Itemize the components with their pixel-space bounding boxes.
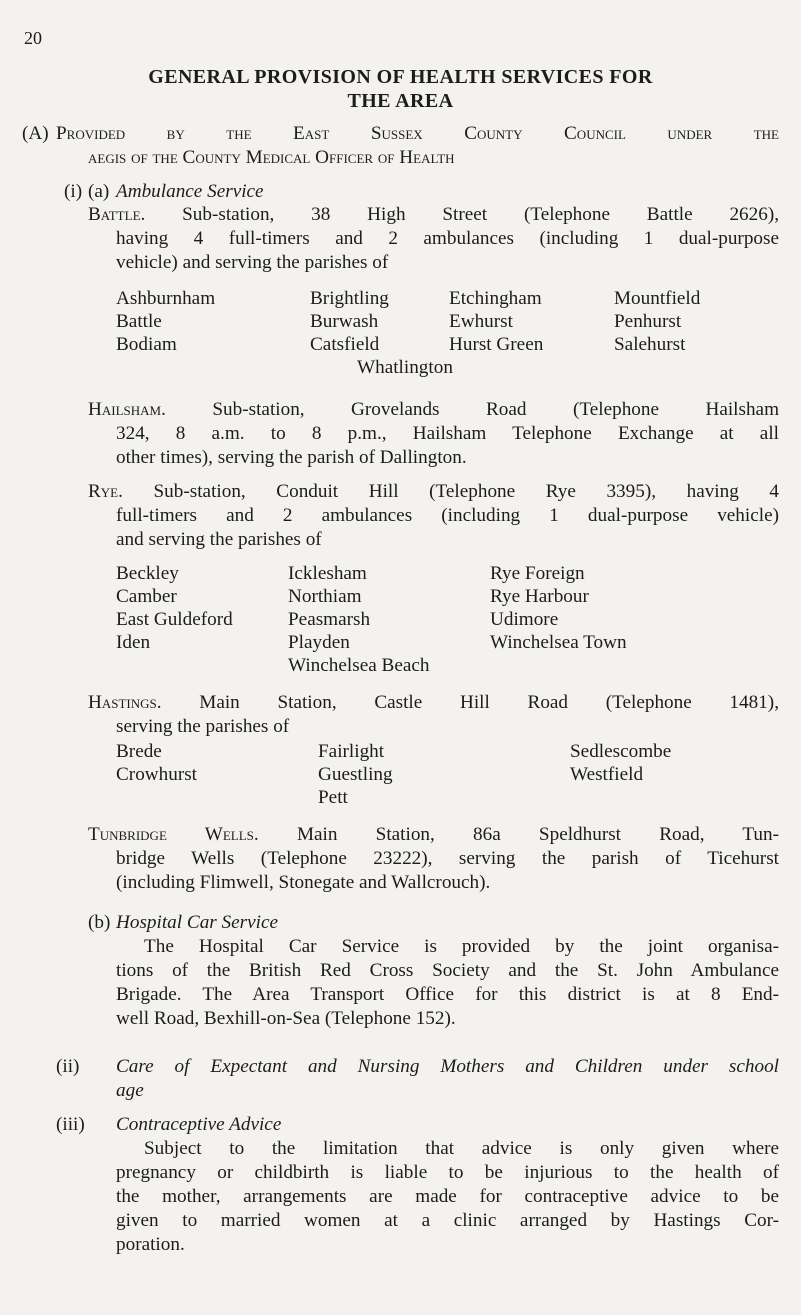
parish-name: Beckley [116, 563, 179, 584]
parish-name: Guestling [318, 764, 393, 785]
parish-name: Brightling [310, 288, 389, 309]
parish-name: Westfield [570, 764, 644, 785]
contraceptive-text-line: poration. [116, 1234, 185, 1255]
page-title-line-2: THE AREA [347, 90, 454, 112]
parish-name: Whatlington [357, 357, 453, 378]
parish-name: Brede [116, 741, 162, 762]
page-number: 20 [24, 28, 42, 48]
page-title-line-1: GENERAL PROVISION OF HEALTH SERVICES FOR [148, 66, 653, 88]
parish-name: Icklesham [288, 563, 367, 584]
hastings-parish-list [0, 740, 801, 812]
battle-text-line: Sub-station, 38 High Street (Telephone Battle 2626), [182, 204, 780, 225]
hospital-car-paragraph [116, 935, 779, 1031]
section-a-heading-line: aegis of the County Medical Officer of Health [88, 147, 455, 168]
contraceptive-paragraph [116, 1137, 779, 1257]
parish-name: Winchelsea Town [490, 632, 627, 653]
parish-name: Northiam [288, 586, 362, 607]
item-iii-marker: (iii) [56, 1114, 85, 1135]
hastings-paragraph [88, 691, 779, 715]
parish-name: Bodiam [116, 334, 177, 355]
parish-name: Iden [116, 632, 151, 653]
parish-name: Crowhurst [116, 764, 198, 785]
section-a-marker: (A) [22, 123, 49, 144]
parish-name: Rye Harbour [490, 586, 589, 607]
contraceptive-text-line: the mother, arrangements are made for contraceptive advice to be [116, 1186, 779, 1207]
tunbridge-text-line: (including Flimwell, Stonegate and Wallcrouch). [116, 872, 491, 893]
hailsham-text-line: other times), serving the parish of Dallington. [116, 447, 467, 468]
rye-text-line: full-timers and 2 ambulances (including 1 dual-purpose vehicle) [116, 505, 779, 526]
parish-name: Sedlescombe [570, 741, 672, 762]
item-ii-marker: (ii) [56, 1056, 80, 1077]
hospital-car-text-line: Brigade. The Area Transport Office for this district is at 8 End- [116, 984, 779, 1005]
parish-name: Penhurst [614, 311, 682, 332]
parish-name: Fairlight [318, 741, 385, 762]
contraceptive-text-line: Subject to the limitation that advice is only given where [144, 1138, 779, 1159]
hospital-car-text-line: well Road, Bexhill-on-Sea (Telephone 152). [116, 1008, 456, 1029]
item-ii-title-line: age [116, 1080, 144, 1101]
rye-parish-list [0, 562, 801, 682]
section-a-heading-line: Provided by the East Sussex County Council under the [56, 123, 779, 144]
battle-paragraph [88, 203, 779, 227]
hastings-name: Hastings. [88, 692, 162, 713]
contraceptive-text-line: pregnancy or childbirth is liable to be injurious to the health of [116, 1162, 779, 1183]
hailsham-name: Hailsham. [88, 399, 166, 420]
parish-name: Salehurst [614, 334, 686, 355]
parish-name: Battle [116, 311, 162, 332]
ambulance-service-title: Ambulance Service [116, 181, 264, 202]
item-ii-title [116, 1055, 779, 1103]
hospital-car-text-line: tions of the British Red Cross Society and the St. John Ambulance [116, 960, 779, 981]
battle-paragraph-cont [116, 227, 779, 275]
parish-name: Pett [318, 787, 348, 808]
battle-text-line: vehicle) and serving the parishes of [116, 252, 389, 273]
rye-paragraph-cont [116, 504, 779, 552]
parish-name: Udimore [490, 609, 559, 630]
rye-text-line: Sub-station, Conduit Hill (Telephone Rye 3395), having 4 [153, 481, 779, 502]
parish-name: Burwash [310, 311, 379, 332]
item-ii-title-line: Care of Expectant and Nursing Mothers and Children under school [116, 1056, 779, 1077]
hospital-car-text-line: The Hospital Car Service is provided by the joint organisa- [144, 936, 779, 957]
tunbridge-name: Tunbridge Wells. [88, 824, 259, 845]
parish-name: Ashburnham [116, 288, 216, 309]
tunbridge-paragraph-cont [116, 847, 779, 895]
hailsham-paragraph [88, 398, 779, 422]
parish-name: Ewhurst [449, 311, 513, 332]
parish-name: Playden [288, 632, 350, 653]
parish-name: Hurst Green [449, 334, 544, 355]
section-a-heading [56, 122, 779, 146]
tunbridge-text-line: Main Station, 86a Speldhurst Road, Tun- [296, 824, 780, 845]
hailsham-text-line: 324, 8 a.m. to 8 p.m., Hailsham Telephone Exchange at all [116, 423, 779, 444]
hailsham-paragraph-cont [116, 422, 779, 470]
battle-parish-list [0, 287, 801, 383]
item-i-marker: (i) [64, 181, 83, 202]
sub-a-marker: (a) [88, 181, 110, 202]
rye-paragraph [88, 480, 779, 504]
hastings-text-line: serving the parishes of [116, 716, 290, 737]
hastings-text-line: Main Station, Castle Hill Road (Telephone 1481), [199, 692, 779, 713]
tunbridge-text-line: bridge Wells (Telephone 23222), serving the parish of Ticehurst [116, 848, 779, 869]
rye-name: Rye. [88, 481, 123, 502]
parish-name: Camber [116, 586, 177, 607]
parish-name: East Guldeford [116, 609, 233, 630]
tunbridge-paragraph [88, 823, 779, 847]
rye-text-line: and serving the parishes of [116, 529, 322, 550]
hospital-car-title: Hospital Car Service [116, 912, 279, 933]
parish-name: Winchelsea Beach [288, 655, 430, 676]
parish-name: Mountfield [614, 288, 701, 309]
parish-name: Etchingham [449, 288, 542, 309]
parish-name: Peasmarsh [288, 609, 371, 630]
contraceptive-text-line: given to married women at a clinic arranged by Hastings Cor- [116, 1210, 779, 1231]
parish-name: Catsfield [310, 334, 380, 355]
battle-name: Battle. [88, 204, 146, 225]
parish-name: Rye Foreign [490, 563, 585, 584]
sub-b-marker: (b) [88, 912, 111, 933]
battle-text-line: having 4 full-timers and 2 ambulances (including 1 dual-purpose [116, 228, 779, 249]
hailsham-text-line: Sub-station, Grovelands Road (Telephone Hailsham [212, 399, 779, 420]
contraceptive-advice-title: Contraceptive Advice [116, 1114, 282, 1135]
